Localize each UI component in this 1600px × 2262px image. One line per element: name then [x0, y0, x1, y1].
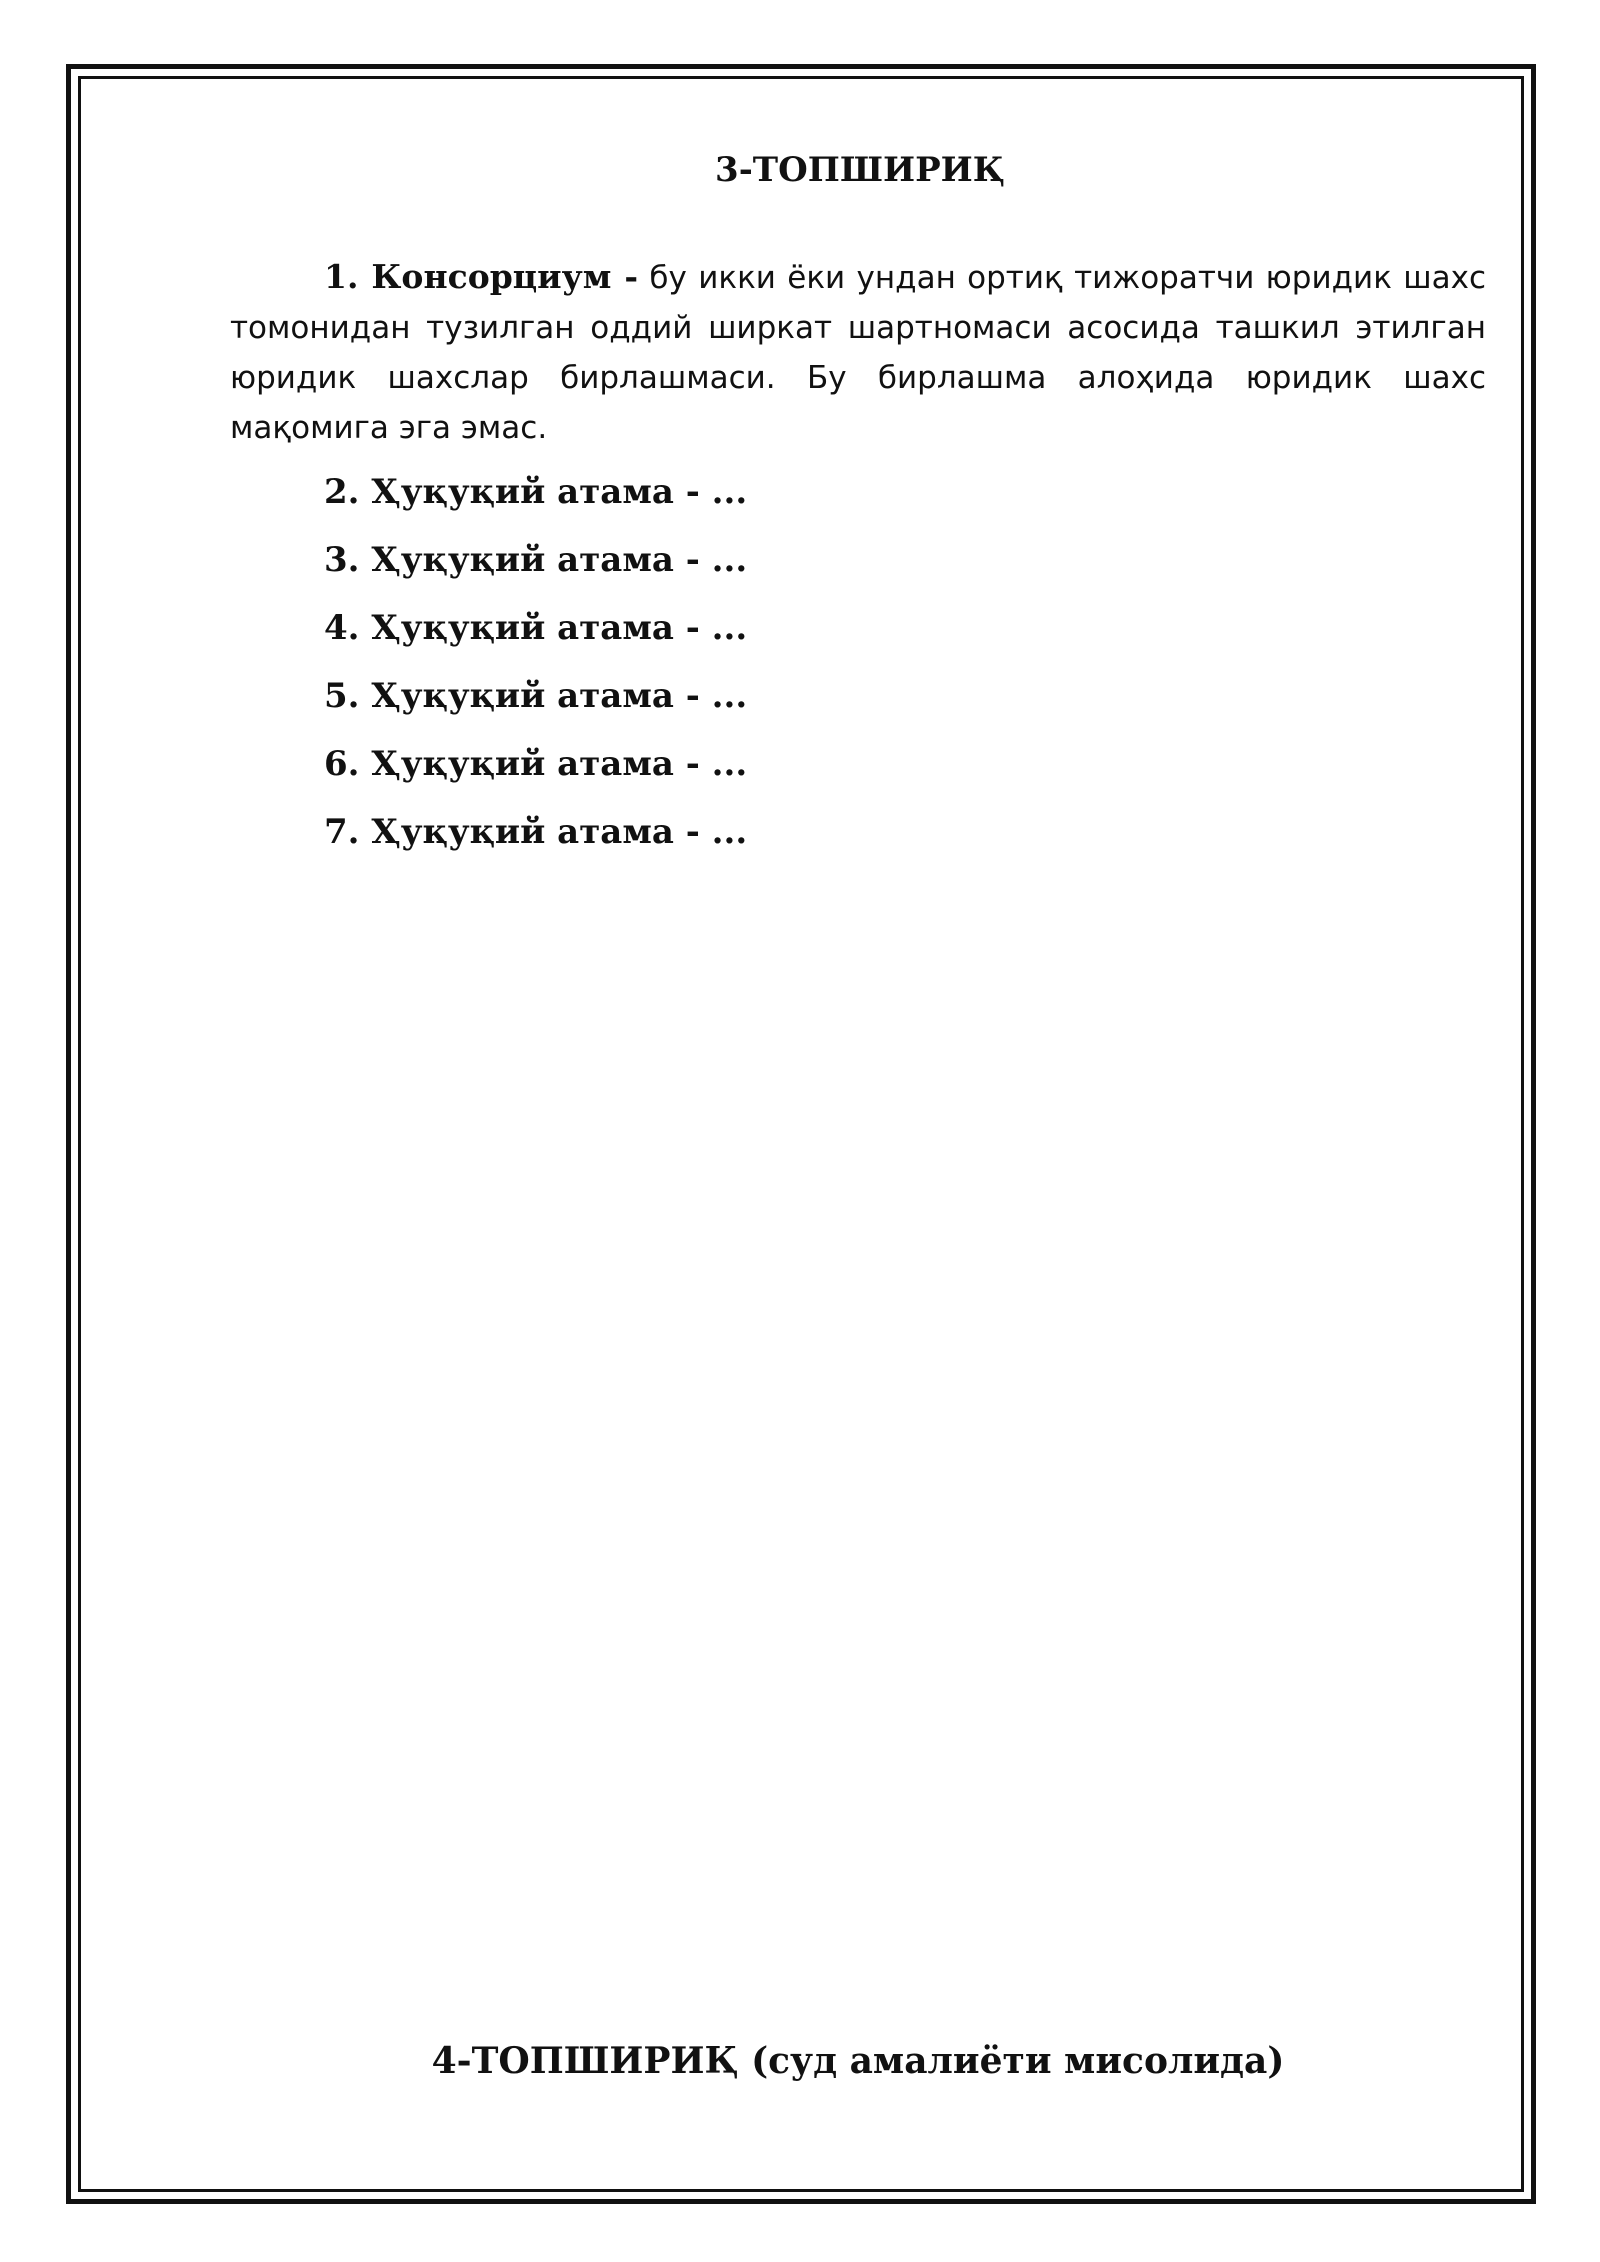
- legal-term-item: 3. Ҳуқуқий атама - ...: [324, 540, 748, 580]
- legal-term-item: 2. Ҳуқуқий атама - ...: [324, 472, 748, 512]
- legal-term-item: 4. Ҳуқуқий атама - ...: [324, 608, 748, 648]
- task4-title: 4-ТОПШИРИҚ (суд амалиёти мисолида): [431, 2040, 1285, 2082]
- task3-title: 3-ТОПШИРИҚ: [715, 150, 1005, 190]
- legal-term-item: 6. Ҳуқуқий атама - ...: [324, 744, 748, 784]
- definition-term: 1. Консорциум -: [324, 257, 639, 296]
- legal-term-item: 5. Ҳуқуқий атама - ...: [324, 676, 748, 716]
- definition-text: бу икки ёки ундан ортиқ тижоратчи юридик шахс томонидан тузилган оддий ширкат шартномаси асосида ташкил этилган юридик шахслар бирлашмаси. Бу бирлашма алоҳида юридик шахс мақомига эга эмас.: [230, 260, 1486, 446]
- legal-term-item: 7. Ҳуқуқий атама - ...: [324, 812, 748, 852]
- definition-paragraph: [230, 252, 1486, 453]
